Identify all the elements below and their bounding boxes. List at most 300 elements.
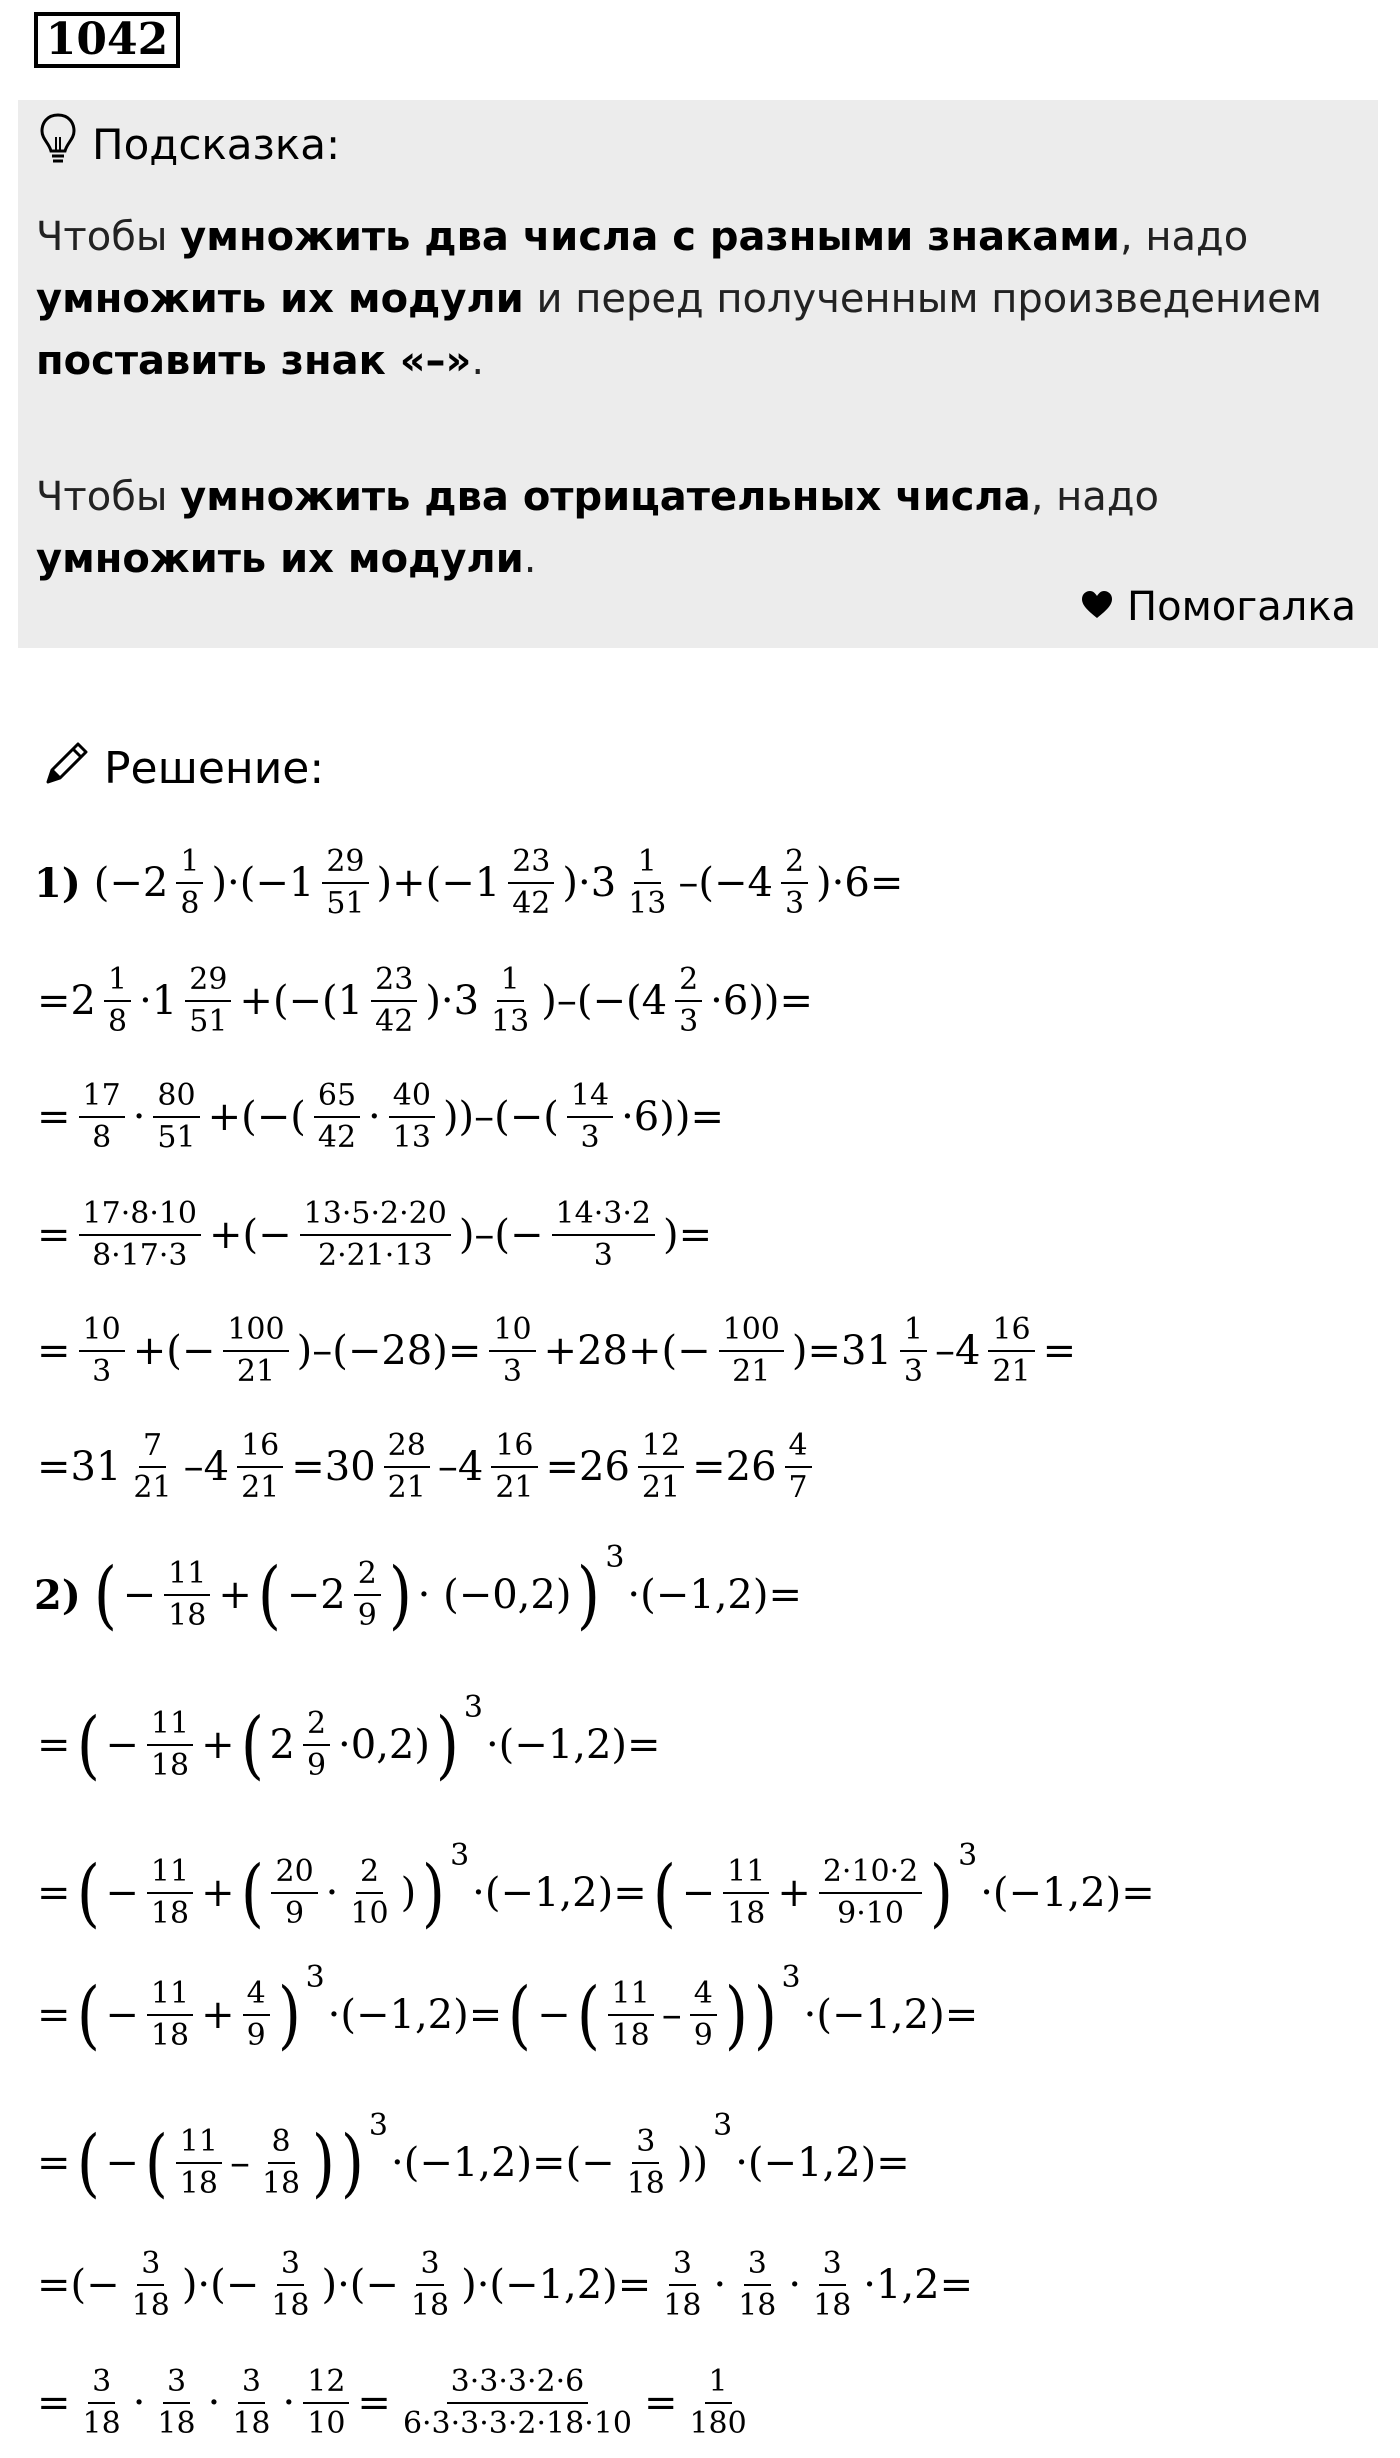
numerator: 80 xyxy=(153,1079,199,1119)
big-parenthesis: ) xyxy=(724,1972,748,2058)
numerator: 28 xyxy=(384,1429,430,1469)
fraction xyxy=(819,1855,922,1932)
denominator: 21 xyxy=(387,1470,426,1505)
numerator: 3 xyxy=(163,2365,190,2405)
big-parenthesis: ) xyxy=(435,1702,459,1788)
expression-text: −2 xyxy=(286,1572,346,1618)
fraction xyxy=(314,1079,360,1156)
big-parenthesis: ) xyxy=(277,1972,301,2058)
expression-text: )) xyxy=(676,2140,709,2186)
fraction xyxy=(624,845,670,922)
expression-text: = xyxy=(1042,1328,1077,1374)
solution-line xyxy=(34,1062,727,1172)
numerator: 11 xyxy=(176,2125,222,2165)
expression-text: ·(−1,2)= xyxy=(472,1870,647,1916)
expression-text: + xyxy=(201,1722,235,1768)
credit-label: Помогалка xyxy=(1127,584,1356,630)
expression-text: · xyxy=(713,2262,727,2308)
fraction xyxy=(399,2365,636,2442)
numerator: 23 xyxy=(508,845,554,885)
big-parenthesis: ) xyxy=(930,1850,954,1936)
expression-text: · xyxy=(282,2380,296,2426)
numerator: 16 xyxy=(491,1429,537,1469)
hint-emphasis: поставить знак «–» xyxy=(36,338,472,384)
numerator: 2 xyxy=(675,963,702,1003)
hint-emphasis: умножить их модули xyxy=(36,536,524,582)
expression-text: − xyxy=(122,1572,157,1618)
expression-text: )·(−1 xyxy=(211,860,315,906)
expression-text: + xyxy=(201,1992,235,2038)
fraction xyxy=(675,963,702,1040)
fraction xyxy=(809,2247,855,2324)
fraction xyxy=(153,1079,199,1156)
fraction xyxy=(79,2365,125,2442)
numerator: 3·3·3·2·6 xyxy=(447,2365,589,2405)
big-parenthesis: ( xyxy=(652,1850,676,1936)
solution-line xyxy=(34,828,906,938)
hint-text: , надо xyxy=(1030,474,1159,520)
numerator: 14·3·2 xyxy=(552,1197,655,1237)
expression-text: = xyxy=(37,1992,71,2038)
big-parenthesis: ) xyxy=(753,1972,777,2058)
denominator: 18 xyxy=(611,2018,650,2053)
numerator: 11 xyxy=(147,1855,193,1895)
big-parenthesis: ( xyxy=(508,1972,532,2058)
denominator: 42 xyxy=(317,1120,357,1155)
fraction xyxy=(723,1855,769,1932)
expression-text: ·(−1,2)= xyxy=(627,1572,802,1618)
big-parenthesis: ) xyxy=(422,1850,446,1936)
exponent: 3 xyxy=(781,1959,801,1995)
denominator: 9 xyxy=(357,1598,377,1633)
expression-text: · xyxy=(325,1870,339,1916)
exponent: 3 xyxy=(305,1959,325,1995)
numerator: 8 xyxy=(268,2125,295,2165)
exponent: 3 xyxy=(605,1539,625,1575)
big-parenthesis: ( xyxy=(240,1702,264,1788)
expression-text: = xyxy=(37,1212,71,1258)
expression-text: )+(−1 xyxy=(376,860,501,906)
expression-text: –4 xyxy=(183,1444,230,1490)
fraction xyxy=(371,963,417,1040)
expression-text: (−2 xyxy=(93,860,169,906)
numerator: 2 xyxy=(356,1855,383,1895)
denominator: 18 xyxy=(150,1748,190,1783)
big-parenthesis: ) xyxy=(312,2120,336,2206)
denominator: 3 xyxy=(502,1354,522,1389)
expression-text: · (−0,2) xyxy=(417,1572,572,1618)
denominator: 51 xyxy=(157,1120,196,1155)
denominator: 18 xyxy=(813,2288,852,2323)
numerator: 3 xyxy=(632,2125,659,2165)
numerator: 3 xyxy=(819,2247,846,2287)
numerator: 29 xyxy=(185,963,231,1003)
credit xyxy=(1081,584,1356,630)
expression-text: – xyxy=(229,2140,250,2186)
expression-text: ))–(−( xyxy=(442,1094,559,1140)
big-parenthesis: ( xyxy=(257,1552,281,1638)
denominator: 180 xyxy=(689,2406,747,2441)
denominator: 3 xyxy=(593,1238,613,1273)
exponent: 3 xyxy=(958,1837,978,1873)
denominator: 3 xyxy=(92,1354,112,1389)
solution-line xyxy=(34,1690,664,1800)
numerator: 13·5·2·20 xyxy=(300,1197,451,1237)
big-parenthesis: ( xyxy=(76,1972,100,2058)
expression-text: − xyxy=(105,1722,139,1768)
part-label: 1) xyxy=(34,859,81,907)
numerator: 3 xyxy=(238,2365,265,2405)
expression-text: = xyxy=(37,1722,71,1768)
denominator: 6·3·3·3·2·18·10 xyxy=(402,2406,632,2441)
expression-text: · xyxy=(788,2262,802,2308)
exponent: 3 xyxy=(450,1837,470,1873)
solution-line xyxy=(34,1838,1158,1948)
big-parenthesis: ( xyxy=(93,1552,117,1638)
expression-text: + xyxy=(218,1572,252,1618)
denominator: 21 xyxy=(992,1354,1031,1389)
fraction xyxy=(659,2247,705,2324)
fraction xyxy=(781,845,808,922)
numerator: 12 xyxy=(303,2365,349,2405)
expression-text: = xyxy=(357,2380,391,2426)
fraction xyxy=(303,2365,349,2442)
expression-text: =30 xyxy=(291,1444,376,1490)
numerator: 12 xyxy=(638,1429,684,1469)
expression-text: )–(− xyxy=(458,1212,544,1258)
fraction xyxy=(153,2365,199,2442)
expression-text: ·0,2) xyxy=(338,1722,430,1768)
expression-text: − xyxy=(105,2140,139,2186)
expression-text: +(− xyxy=(209,1212,292,1258)
exponent: 3 xyxy=(463,1689,483,1725)
denominator: 3 xyxy=(903,1354,923,1389)
hint-text: . xyxy=(471,338,485,384)
numerator: 3 xyxy=(669,2247,696,2287)
fraction xyxy=(147,1707,193,1784)
solution-title: Решение: xyxy=(104,742,325,794)
numerator: 20 xyxy=(271,1855,317,1895)
big-parenthesis: ) xyxy=(340,2120,365,2206)
denominator: 18 xyxy=(179,2166,218,2201)
denominator: 18 xyxy=(150,1896,190,1931)
denominator: 7 xyxy=(788,1470,808,1505)
expression-text: + xyxy=(201,1870,235,1916)
denominator: 18 xyxy=(663,2288,702,2323)
fraction xyxy=(690,1977,717,2054)
numerator: 1 xyxy=(176,845,203,885)
denominator: 18 xyxy=(626,2166,665,2201)
numerator: 100 xyxy=(719,1313,784,1353)
expression-text: –4 xyxy=(437,1444,484,1490)
denominator: 21 xyxy=(641,1470,681,1505)
denominator: 21 xyxy=(236,1354,276,1389)
fraction xyxy=(79,1197,202,1274)
numerator: 2 xyxy=(781,845,808,885)
expression-text: − xyxy=(105,1870,139,1916)
expression-text: =26 xyxy=(545,1444,630,1490)
fraction xyxy=(623,2125,669,2202)
numerator: 1 xyxy=(634,845,661,885)
numerator: 10 xyxy=(79,1313,125,1353)
fraction xyxy=(389,1079,435,1156)
numerator: 1 xyxy=(497,963,524,1003)
numerator: 4 xyxy=(690,1977,717,2017)
expression-text: –4 xyxy=(935,1328,981,1374)
heart-icon xyxy=(1081,584,1113,630)
expression-text: ) xyxy=(400,1870,417,1916)
solution-line xyxy=(34,946,816,1056)
fraction xyxy=(228,2365,274,2442)
denominator: 9·10 xyxy=(837,1896,904,1931)
solution-header xyxy=(40,738,324,798)
fraction xyxy=(300,1197,451,1274)
denominator: 2·21·13 xyxy=(317,1238,433,1273)
expression-text: = xyxy=(643,2380,678,2426)
fraction xyxy=(354,1557,381,1634)
expression-text: +(−(1 xyxy=(239,978,364,1024)
numerator: 4 xyxy=(785,1429,812,1469)
big-parenthesis: ( xyxy=(76,2120,100,2206)
expression-text: = xyxy=(37,1328,71,1374)
fraction xyxy=(303,1707,330,1784)
expression-text: )·(−1,2)= xyxy=(461,2262,652,2308)
numerator: 11 xyxy=(147,1707,193,1747)
numerator: 1 xyxy=(705,2365,732,2405)
expression-text: )=31 xyxy=(791,1328,892,1374)
exponent: 3 xyxy=(368,2107,388,2143)
expression-text: ·(−1,2)= xyxy=(803,1992,979,2038)
numerator: 65 xyxy=(314,1079,360,1119)
numerator: 2·10·2 xyxy=(819,1855,922,1895)
expression-text: − xyxy=(681,1870,716,1916)
hint-title: Подсказка: xyxy=(92,119,341,169)
expression-text: = xyxy=(37,1870,71,1916)
fraction xyxy=(384,1429,430,1506)
hint-text: и перед полученным произведением xyxy=(523,276,1322,322)
hint-text: Чтобы xyxy=(36,474,181,520)
denominator: 42 xyxy=(512,886,551,921)
expression-text: = xyxy=(37,1094,71,1140)
numerator: 7 xyxy=(139,1429,166,1469)
hint-text: . xyxy=(523,536,537,582)
denominator: 18 xyxy=(410,2288,450,2323)
denominator: 18 xyxy=(150,2018,190,2053)
fraction xyxy=(147,1855,193,1932)
denominator: 3 xyxy=(580,1120,600,1155)
big-parenthesis: ( xyxy=(240,1850,264,1936)
expression-text: =(− xyxy=(37,2262,120,2308)
fraction xyxy=(988,1313,1034,1390)
fraction xyxy=(223,1313,288,1390)
fraction xyxy=(719,1313,784,1390)
denominator: 9 xyxy=(693,2018,713,2053)
expression-text: · xyxy=(207,2380,221,2426)
numerator: 11 xyxy=(147,1977,193,2017)
hint-emphasis: умножить их модули xyxy=(36,276,524,322)
expression-text: –(−4 xyxy=(678,860,773,906)
denominator: 13 xyxy=(491,1004,530,1039)
hint-text: Чтобы xyxy=(36,214,181,260)
denominator: 10 xyxy=(307,2406,346,2441)
fraction xyxy=(322,845,368,922)
big-parenthesis: ( xyxy=(144,2120,168,2206)
denominator: 10 xyxy=(350,1896,389,1931)
fraction xyxy=(258,2125,304,2202)
numerator: 3 xyxy=(744,2247,771,2287)
hint-paragraph-2 xyxy=(36,466,1356,590)
fraction xyxy=(685,2365,750,2442)
expression-text: 2 xyxy=(269,1722,295,1768)
denominator: 9 xyxy=(285,1896,305,1931)
fraction xyxy=(176,845,203,922)
fraction xyxy=(104,963,131,1040)
expression-text: = xyxy=(37,2380,71,2426)
denominator: 3 xyxy=(784,886,805,921)
big-parenthesis: ( xyxy=(76,1850,100,1936)
fraction xyxy=(487,963,533,1040)
numerator: 10 xyxy=(489,1313,535,1353)
fraction xyxy=(243,1977,270,2054)
fraction xyxy=(638,1429,684,1506)
numerator: 40 xyxy=(389,1079,435,1119)
big-parenthesis: ( xyxy=(76,1702,100,1788)
expression-text: =26 xyxy=(692,1444,777,1490)
denominator: 3 xyxy=(679,1004,699,1039)
denominator: 18 xyxy=(727,1896,766,1931)
hint-text: , надо xyxy=(1119,214,1249,260)
solution-line xyxy=(34,2348,756,2458)
numerator: 1 xyxy=(900,1313,927,1353)
numerator: 4 xyxy=(243,1977,270,2017)
fraction xyxy=(147,1977,193,2054)
expression-text: )·(− xyxy=(321,2262,399,2308)
denominator: 18 xyxy=(261,2166,301,2201)
denominator: 9 xyxy=(306,1748,327,1783)
denominator: 18 xyxy=(157,2406,196,2441)
numerator: 16 xyxy=(988,1313,1034,1353)
solution-line xyxy=(34,1180,715,1290)
expression-text: )·3 xyxy=(562,860,617,906)
denominator: 8 xyxy=(92,1120,112,1155)
fraction xyxy=(129,1429,175,1506)
big-parenthesis: ) xyxy=(577,1552,601,1638)
denominator: 18 xyxy=(131,2288,170,2323)
expression-text: =31 xyxy=(37,1444,122,1490)
denominator: 18 xyxy=(271,2288,310,2323)
expression-text: · xyxy=(132,2380,146,2426)
expression-text: ·1 xyxy=(139,978,178,1024)
expression-text: )·6= xyxy=(816,860,904,906)
denominator: 13 xyxy=(392,1120,431,1155)
expression-text: +(− xyxy=(132,1328,216,1374)
expression-text: )·(− xyxy=(181,2262,260,2308)
fraction xyxy=(407,2247,453,2324)
expression-text: · xyxy=(132,1094,146,1140)
fraction xyxy=(491,1429,537,1506)
numerator: 17 xyxy=(79,1079,125,1119)
denominator: 8 xyxy=(107,1004,128,1039)
fraction xyxy=(271,1855,317,1932)
numerator: 17·8·10 xyxy=(79,1197,202,1237)
expression-text: )·3 xyxy=(425,978,480,1024)
denominator: 18 xyxy=(82,2406,121,2441)
solution-line xyxy=(34,1412,817,1522)
numerator: 16 xyxy=(237,1429,283,1469)
numerator: 1 xyxy=(104,963,131,1003)
denominator: 21 xyxy=(133,1470,172,1505)
solution-line xyxy=(34,1960,981,2070)
fraction xyxy=(552,1197,655,1274)
expression-text: ·1,2= xyxy=(863,2262,974,2308)
fraction xyxy=(267,2247,313,2324)
solution-line xyxy=(34,2108,913,2218)
expression-text: ·6))= xyxy=(621,1094,724,1140)
numerator: 2 xyxy=(303,1707,330,1747)
exponent: 3 xyxy=(713,2107,733,2143)
numerator: 2 xyxy=(354,1557,381,1597)
expression-text: ·(−1,2)=(− xyxy=(391,2140,615,2186)
numerator: 14 xyxy=(567,1079,613,1119)
hint-paragraph-1 xyxy=(36,206,1356,392)
fraction xyxy=(734,2247,780,2324)
expression-text: )–(−(4 xyxy=(541,978,668,1024)
fraction xyxy=(900,1313,927,1390)
solution-line xyxy=(34,1540,805,1650)
numerator: 29 xyxy=(322,845,368,885)
expression-text: =2 xyxy=(37,978,96,1024)
denominator: 21 xyxy=(732,1354,771,1389)
solution-line xyxy=(34,1296,1079,1406)
fraction xyxy=(176,2125,222,2202)
big-parenthesis: ( xyxy=(576,1972,600,2058)
expression-text: · xyxy=(368,1094,381,1140)
denominator: 51 xyxy=(326,886,365,921)
expression-text: +(−( xyxy=(207,1094,306,1140)
denominator: 9 xyxy=(246,2018,266,2053)
denominator: 21 xyxy=(495,1470,534,1505)
denominator: 8·17·3 xyxy=(92,1238,188,1273)
fraction xyxy=(608,1977,654,2054)
numerator: 3 xyxy=(137,2247,164,2287)
expression-text: )= xyxy=(662,1212,713,1258)
hint-header xyxy=(38,114,340,174)
part-label: 2) xyxy=(34,1571,81,1619)
fraction xyxy=(489,1313,535,1390)
expression-text: ·(−1,2)= xyxy=(327,1992,503,2038)
expression-text: = xyxy=(37,2140,71,2186)
expression-text: ·6))= xyxy=(710,978,814,1024)
expression-text: − xyxy=(105,1992,139,2038)
fraction xyxy=(346,1855,392,1932)
pencil-icon xyxy=(40,736,94,801)
denominator: 18 xyxy=(232,2406,271,2441)
denominator: 18 xyxy=(738,2288,777,2323)
fraction xyxy=(508,845,554,922)
denominator: 13 xyxy=(628,886,667,921)
expression-text: ·(−1,2)= xyxy=(735,2140,910,2186)
numerator: 100 xyxy=(223,1313,288,1353)
hint-emphasis: умножить два отрицательных числа xyxy=(180,474,1031,520)
numerator: 11 xyxy=(608,1977,654,2017)
lightbulb-icon xyxy=(38,111,78,177)
expression-text: )–(−28)= xyxy=(296,1328,482,1374)
numerator: 3 xyxy=(277,2247,304,2287)
fraction xyxy=(128,2247,174,2324)
numerator: 23 xyxy=(371,963,417,1003)
numerator: 3 xyxy=(416,2247,443,2287)
denominator: 8 xyxy=(180,886,200,921)
